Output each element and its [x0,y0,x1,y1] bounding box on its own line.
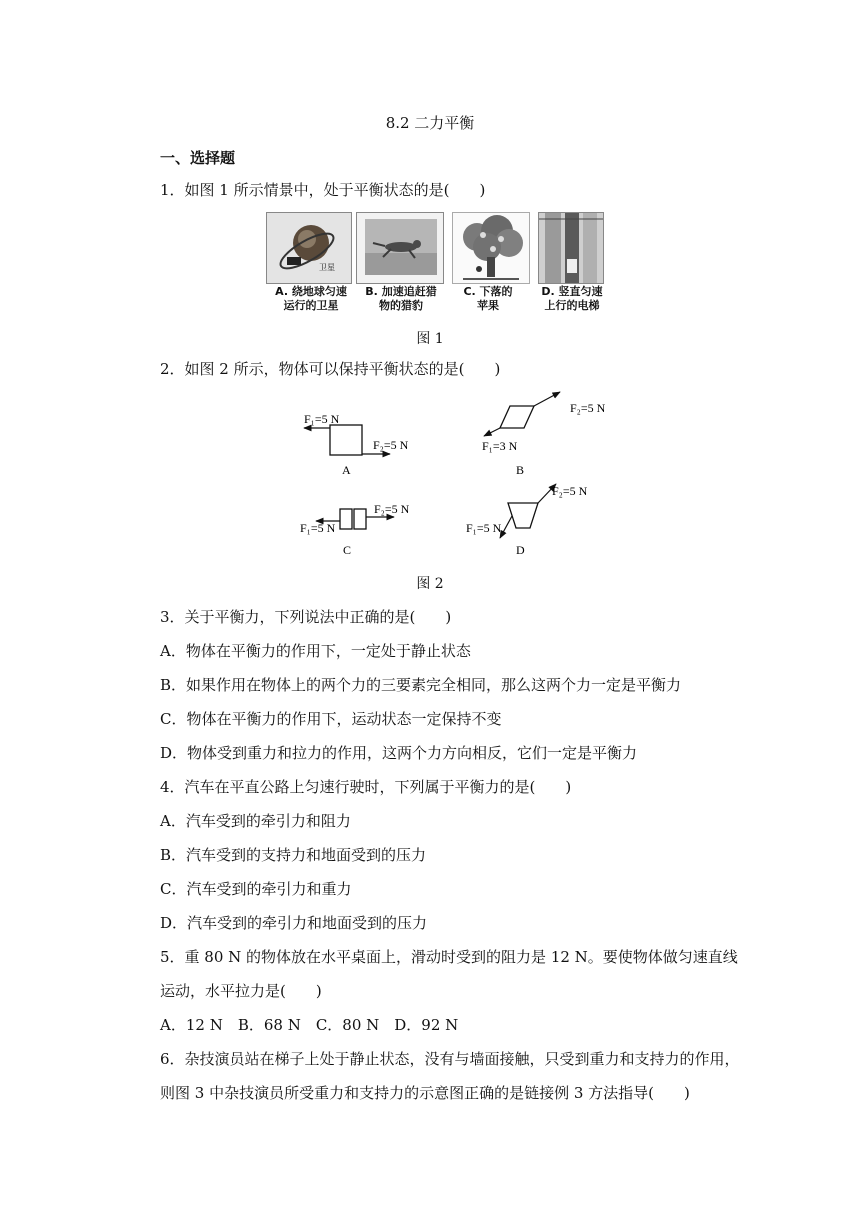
figure-1-caption: 图 1 [416,331,444,347]
photo-caption-d: D. 竖直匀速 上行的电梯 [541,285,603,312]
diagram-c-label: C [343,543,352,557]
question-5-stem-line-2: 运动，水平拉力是( ) [160,982,322,1000]
photo-caption-b: B. 加速追赶猎 物的猎豹 [365,285,437,312]
figure-2-caption: 图 2 [416,576,444,592]
diagram-c-f1-label: F₁=5 N [300,521,336,535]
question-3-option-b: B．如果作用在物体上的两个力的三要素完全相同，那么这两个力一定是平衡力 [160,676,682,694]
diagram-d-label: D [516,543,525,557]
section-heading: 一、选择题 [160,149,236,167]
question-6-stem-line-2: 则图 3 中杂技演员所受重力和支持力的示意图正确的是链接例 3 方法指导( ) [160,1084,690,1102]
diagram-a-label: A [342,463,351,477]
question-5-options: A．12 N B．68 N C．80 N D．92 N [160,1016,459,1034]
page-title: 8.2 二力平衡 [385,114,475,132]
question-4-stem: 4．汽车在平直公路上匀速行驶时，下列属于平衡力的是( ) [160,778,572,796]
question-1-stem: 1．如图 1 所示情景中，处于平衡状态的是( ) [160,181,486,199]
diagram-c [300,502,410,557]
question-3-option-c: C．物体在平衡力的作用下，运动状态一定保持不变 [160,710,502,728]
question-4-option-d: D．汽车受到的牵引力和地面受到的压力 [160,914,428,932]
diagram-a [304,412,409,477]
diagram-a-f2-label: F₂=5 N [373,438,409,452]
diagram-c-f2-label: F₂=5 N [374,502,410,516]
diagram-b-label: B [516,463,525,477]
question-4-option-c: C．汽车受到的牵引力和重力 [160,880,352,898]
question-3-option-d: D．物体受到重力和拉力的作用，这两个力方向相反，它们一定是平衡力 [160,744,638,762]
photo-caption-c: C. 下落的 苹果 [463,285,513,312]
diagram-a-f1-label: F₁=5 N [304,412,340,426]
photo-caption-a: A. 绕地球匀速 运行的卫星 [275,285,347,312]
question-2-stem: 2．如图 2 所示，物体可以保持平衡状态的是( ) [160,360,501,378]
diagram-b-f1-label: F₁=3 N [482,439,518,453]
question-4-option-a: A．汽车受到的牵引力和阻力 [160,812,351,830]
diagram-b [482,392,606,477]
question-6-stem-line-1: 6．杂技演员站在梯子上处于静止状态，没有与墙面接触，只受到重力和支持力的作用， [160,1050,740,1068]
diagram-d-f2-label: F₂=5 N [552,484,588,498]
diagram-d-f1-label: F₁=5 N [466,521,502,535]
diagram-d [466,484,588,557]
question-5-stem-line-1: 5．重 80 N 的物体放在水平桌面上，滑动时受到的阻力是 12 N。要使物体做匀速直线 [160,948,738,966]
diagram-b-f2-label: F₂=5 N [570,401,606,415]
question-3-stem: 3．关于平衡力，下列说法中正确的是( ) [160,608,452,626]
question-3-option-a: A．物体在平衡力的作用下，一定处于静止状态 [160,642,471,660]
question-4-option-b: B．汽车受到的支持力和地面受到的压力 [160,846,427,864]
photo-inner-label: 卫星 [319,263,335,272]
